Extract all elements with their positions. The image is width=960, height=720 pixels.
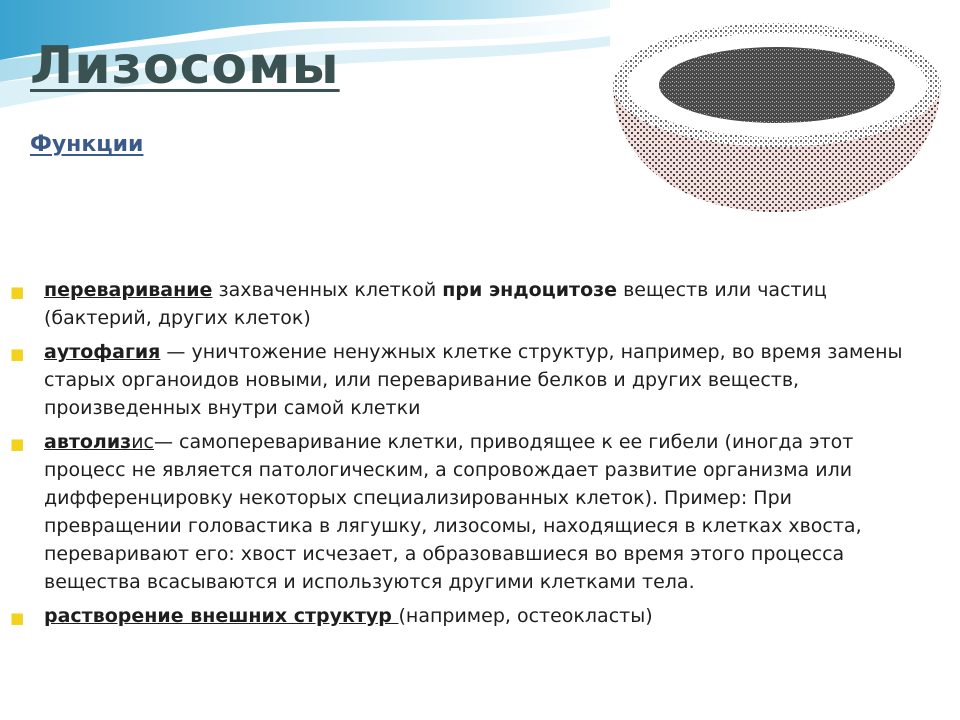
item-text: — уничтожение ненужных клетке структур, например, во время замены старых органоидов новыми, или переваривание белков и других веществ, произведенных внутри самой клетки [44, 341, 903, 419]
lysosome-illustration [595, 0, 960, 225]
item-text: (например, остеокласты) [398, 605, 653, 627]
item-text: захваченных клеткой [212, 279, 443, 301]
term-digestion: переваривание [44, 279, 213, 301]
slide-title: Лизосомы [30, 36, 340, 96]
item-text: — самопереваривание клетки, приводящее к ее гибели (иногда этот процесс не является патологическим, а сопровождает развитие организма или дифференцировку некоторых специализированных клеток). Пример: При превращении головастика в лягушку, лизосомы, находящиеся в клетках хвоста, переваривают его: хвост исчезает, а образовавшиеся во время этого процесса вещества всасываются и используются другими клетками тела. [44, 431, 862, 593]
square-bullet-icon: ■ [10, 609, 25, 627]
term-autolysis-suffix: ис [131, 431, 154, 453]
list-item [8, 602, 928, 630]
slide-subtitle: Функции [30, 132, 144, 157]
list-item [8, 276, 928, 332]
term-autophagy: аутофагия [44, 341, 161, 363]
item-text: веществ или частиц (бактерий, других клеток) [44, 279, 827, 329]
square-bullet-icon: ■ [10, 283, 25, 301]
square-bullet-icon: ■ [10, 435, 25, 453]
square-bullet-icon: ■ [10, 345, 25, 363]
term-dissolution: растворение внешних структур [44, 605, 399, 627]
item-bold-text: при эндоцитозе [442, 279, 618, 301]
list-item [8, 428, 928, 596]
functions-list [8, 276, 928, 636]
list-item [8, 338, 928, 422]
term-autolysis: автолиз [44, 431, 132, 453]
